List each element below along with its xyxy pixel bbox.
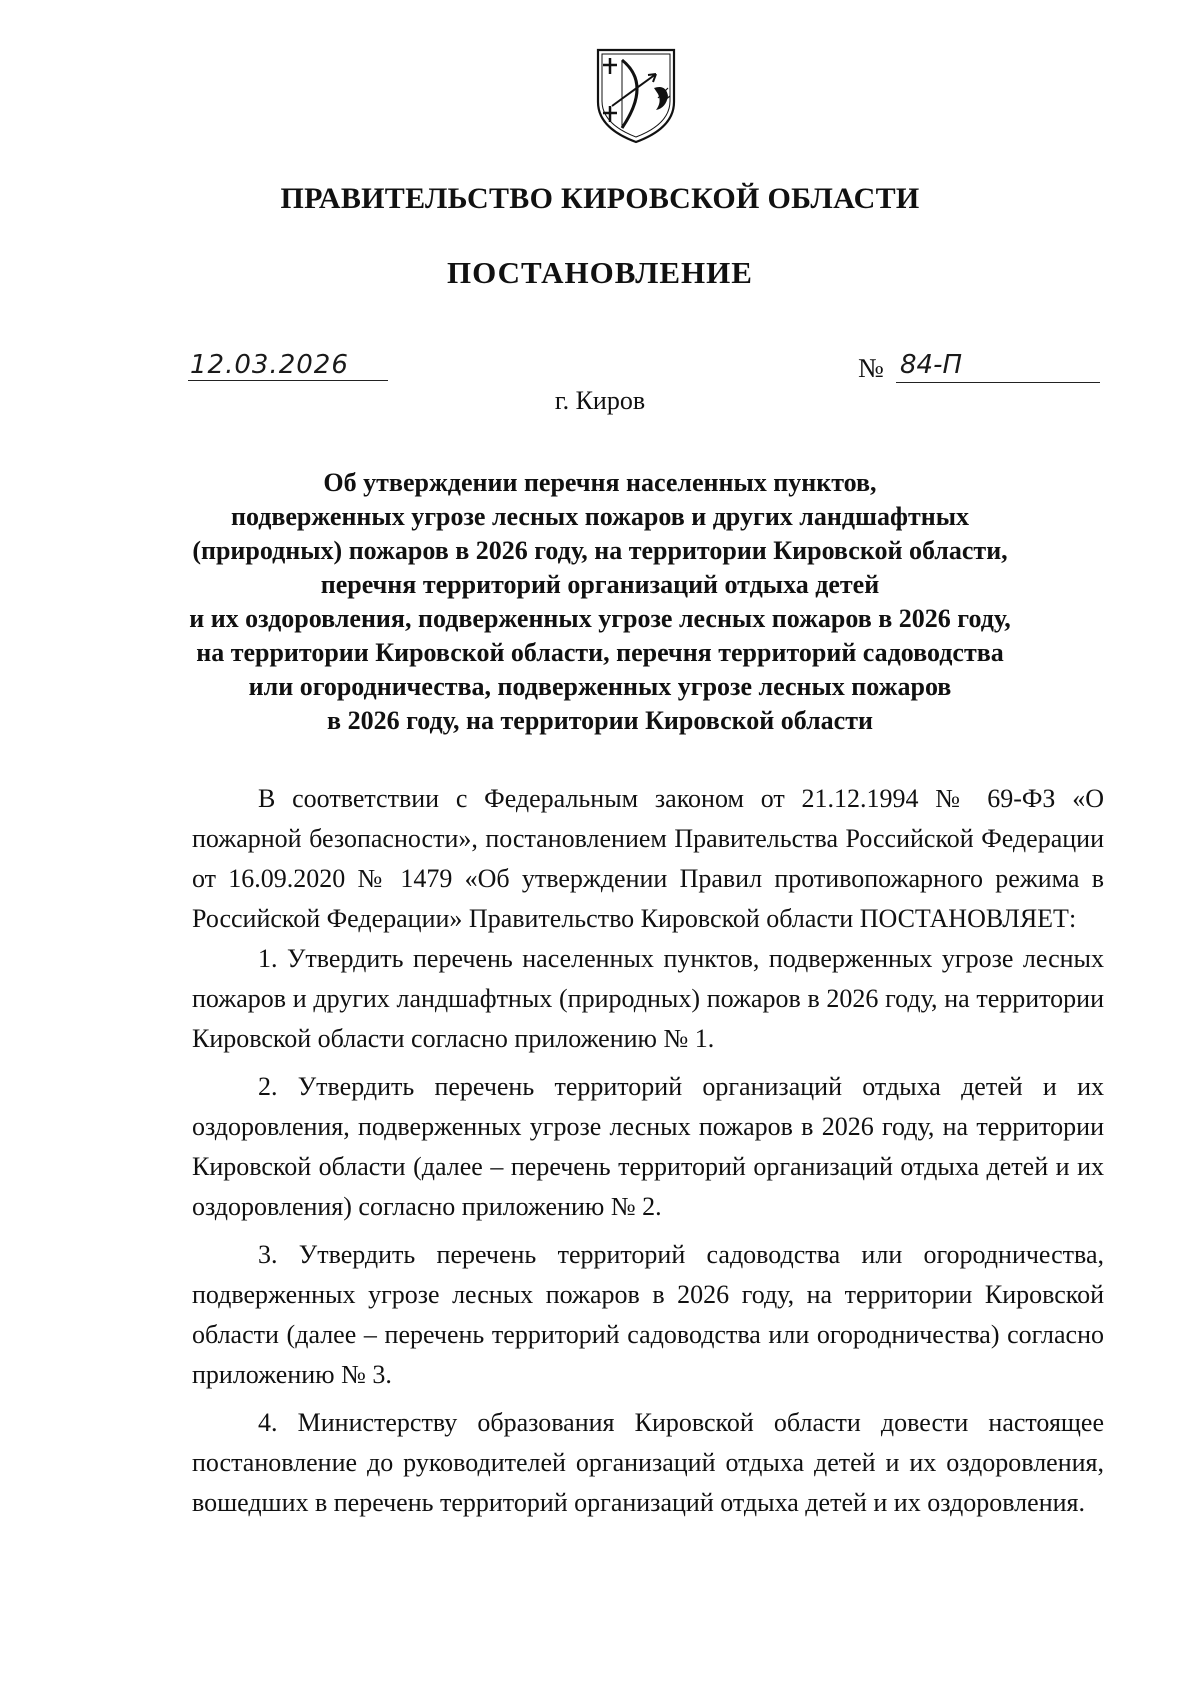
document-date: 12.03.2026	[190, 350, 349, 380]
date-underline	[188, 380, 388, 381]
number-sign: №	[858, 353, 884, 383]
title-line: или огородничества, подверженных угрозе лесных пожаров	[248, 672, 952, 701]
clause-2	[192, 1067, 1104, 1227]
coat-of-arms-icon	[592, 44, 680, 148]
clause-text: 1. Утвердить перечень населенных пунктов, подверженных угрозе лесных пожаров и других ландшафтных (природных) пожаров в 2026 году, на территории Кировской области согласно приложению № 1.	[192, 944, 1104, 1053]
preamble-paragraph	[192, 779, 1104, 939]
preamble-text: В соответствии с Федеральным законом от 21.12.1994 № 69-ФЗ «О пожарной безопасности», постановлением Правительства Российской Федерации от 16.09.2020 № 1479 «Об утверждении Правил противопожарного режима в Российской Федерации» Правительство Кировской области ПОСТАНОВЛЯЕТ:	[192, 784, 1104, 933]
title-line: на территории Кировской области, перечня территорий садоводства	[196, 638, 1004, 667]
clause-text: 4. Министерству образования Кировской области довести настоящее постановление до руководителей организаций отдыха детей и их оздоровления, вошедших в перечень территорий организаций отдыха детей и их оздоровления.	[192, 1408, 1104, 1517]
title-line: в 2026 году, на территории Кировской области	[327, 706, 873, 735]
document-type: ПОСТАНОВЛЕНИЕ	[447, 255, 753, 290]
title-line: перечня территорий организаций отдыха детей	[320, 570, 880, 599]
document-body	[192, 779, 1104, 1523]
clause-4	[192, 1403, 1104, 1523]
clause-1	[192, 939, 1104, 1059]
title-line: подверженных угрозе лесных пожаров и других ландшафтных	[230, 502, 970, 531]
title-line: и их оздоровления, подверженных угрозе лесных пожаров в 2026 году,	[189, 604, 1011, 633]
city: г. Киров	[554, 386, 646, 415]
title-line: Об утверждении перечня населенных пунктов,	[323, 468, 877, 497]
document-title	[150, 466, 1050, 738]
document-number: 84-П	[900, 350, 963, 380]
number-underline	[896, 382, 1100, 383]
title-line: (природных) пожаров в 2026 году, на территории Кировской области,	[192, 536, 1008, 565]
clause-text: 2. Утвердить перечень территорий организаций отдыха детей и их оздоровления, подверженных угрозе лесных пожаров в 2026 году, на территории Кировской области (далее – перечень территорий организаций отдыха детей и их оздоровления) согласно приложению № 2.	[192, 1072, 1104, 1221]
organization-name: ПРАВИТЕЛЬСТВО КИРОВСКОЙ ОБЛАСТИ	[280, 182, 920, 215]
clause-3	[192, 1235, 1104, 1395]
clause-text: 3. Утвердить перечень территорий садоводства или огородничества, подверженных угрозе лесных пожаров в 2026 году, на территории Кировской области (далее – перечень территорий садоводства или огородничества) согласно приложению № 3.	[192, 1240, 1104, 1389]
